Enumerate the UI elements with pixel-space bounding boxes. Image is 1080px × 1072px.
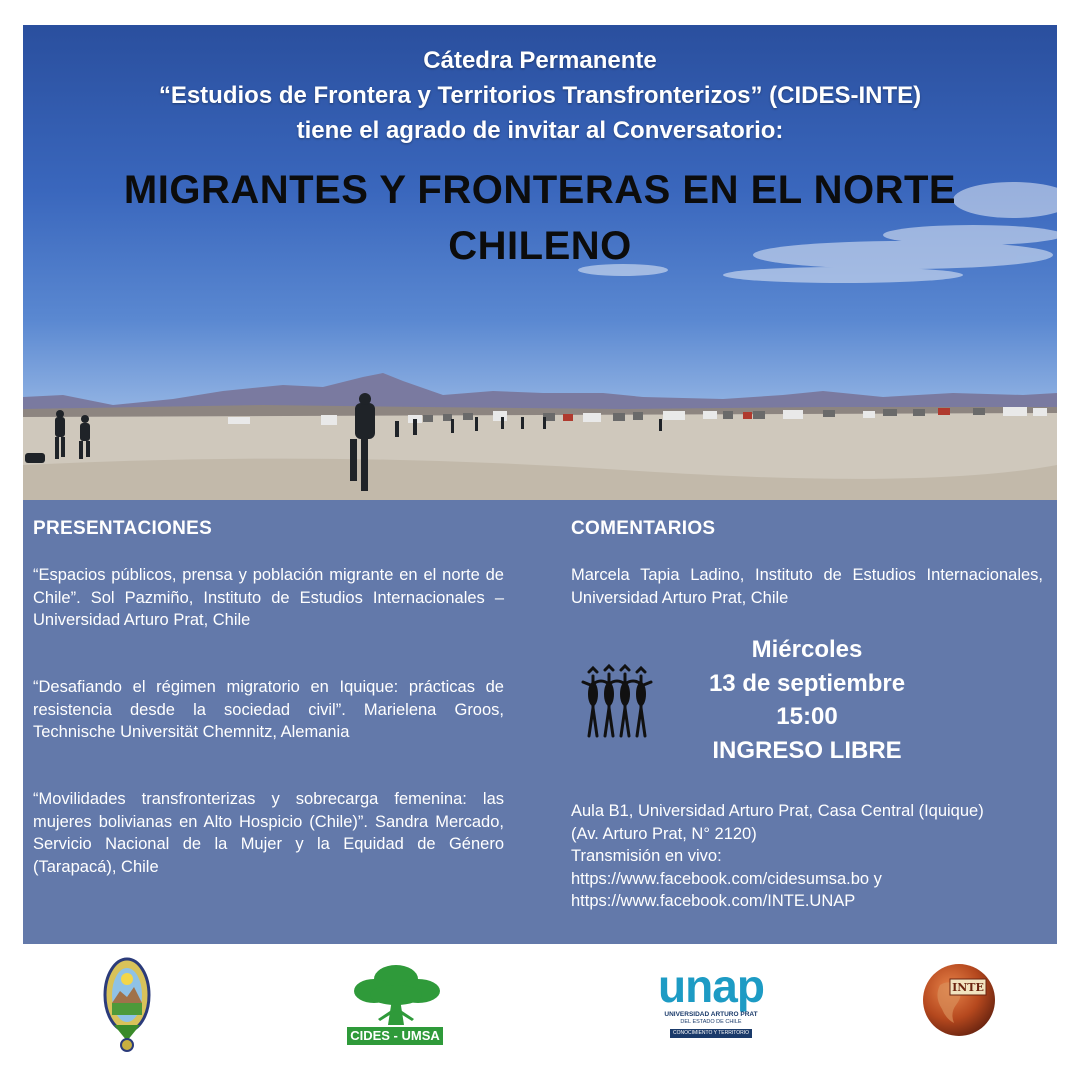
event-time: 15:00	[776, 703, 838, 730]
stream-link-inte[interactable]: https://www.facebook.com/INTE.UNAP	[571, 892, 856, 910]
svg-text:INTE: INTE	[952, 981, 984, 994]
unap-logo-subtitle-2: DEL ESTADO DE CHILE	[680, 1019, 742, 1025]
header-line-1: Cátedra Permanente	[423, 47, 657, 74]
cides-tree-logo	[350, 963, 442, 1027]
presentation-item-1: “Espacios públicos, prensa y población migrante en el norte de Chile”. Sol Pazmiño, Instituto de Estudios Internacionales – Universidad Arturo Prat, Chile	[33, 566, 504, 629]
event-date: 13 de septiembre	[708, 670, 906, 697]
event-entry: INGRESO LIBRE	[712, 737, 902, 764]
comentarios-text: Marcela Tapia Ladino, Instituto de Estudios Internacionales, Universidad Arturo Prat, Chile	[571, 566, 1043, 607]
venue-address: Aula B1, Universidad Arturo Prat, Casa Central (Iquique)	[571, 802, 984, 820]
unap-logo-tagline: CONOCIMIENTO Y TERRITORIO	[670, 1029, 752, 1038]
umsa-university-seal	[100, 955, 154, 1053]
inte-globe-logo	[920, 961, 998, 1039]
presentation-item-3: “Movilidades transfronterizas y sobrecarga femenina: las mujeres bolivianas en Alto Hospicio (Chile)”. Sandra Mercado, Servicio Nacional de la Mujer y la Equidad de Género (Tarapacá), Chile	[33, 790, 504, 876]
presentaciones-heading: PRESENTACIONES	[33, 518, 213, 539]
header-line-2: “Estudios de Frontera y Territorios Transfronterizos” (CIDES-INTE)	[158, 82, 922, 109]
hero-photo	[23, 25, 1057, 500]
presentation-item-2: “Desafiando el régimen migratorio en Iquique: prácticas de resistencia desde la sociedad civil”. Marielena Groos, Technische Universität Chemnitz, Alemania	[33, 678, 504, 741]
venue-info	[571, 800, 1051, 913]
event-day: Miércoles	[751, 636, 863, 663]
unap-logo-subtitle: UNIVERSIDAD ARTURO PRAT	[664, 1011, 758, 1018]
cides-logo-label: CIDES - UMSA	[347, 1027, 443, 1045]
venue-street: (Av. Arturo Prat, N° 2120)	[571, 824, 757, 843]
comentarios-heading: COMENTARIOS	[571, 518, 716, 539]
event-title-line-1: MIGRANTES Y FRONTERAS EN EL NORTE	[123, 168, 957, 212]
stream-label: Transmisión en vivo:	[571, 847, 722, 865]
dancing-figures-icon	[579, 658, 655, 742]
header-line-3: tiene el agrado de invitar al Conversatorio:	[296, 117, 784, 144]
info-panel	[23, 500, 1057, 944]
stream-link-cides[interactable]: https://www.facebook.com/cidesumsa.bo y	[571, 869, 882, 888]
event-title-line-2: CHILENO	[448, 224, 632, 268]
unap-logo-wordmark: unap	[658, 960, 764, 1012]
